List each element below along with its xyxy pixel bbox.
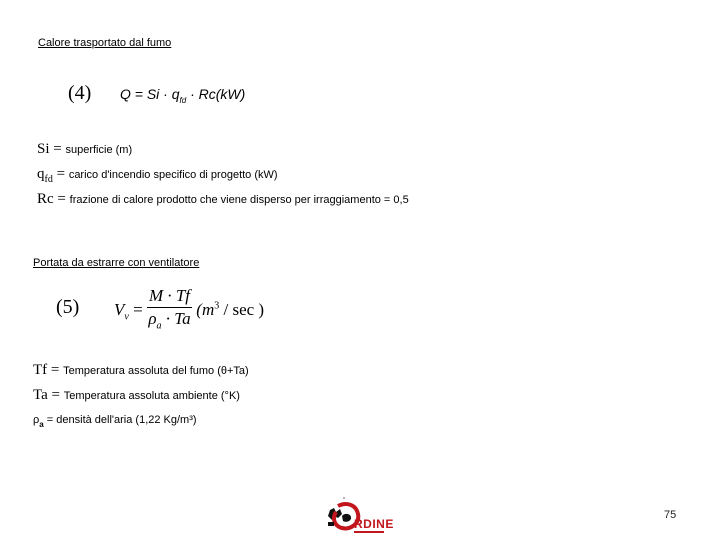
heat-formula (120, 86, 245, 105)
formula-units-open: (m (196, 300, 215, 320)
definition-sub: fd (44, 174, 53, 186)
formula-units-close: / sec ) (219, 300, 265, 320)
formula-equals: = (133, 300, 143, 320)
definition-text: densità dell'aria (1,22 Kg/m³) (56, 414, 197, 426)
section1-heading: Calore trasportato dal fumo (38, 37, 172, 49)
formula-lhs-var: V (114, 300, 125, 320)
definition-row (33, 386, 240, 404)
definition-symbol: ρ (33, 414, 40, 426)
definition-row (37, 165, 278, 185)
formula-numerator: M · Tf (147, 286, 192, 308)
formula-lhs: Q = Si · q (120, 86, 180, 102)
denominator-var: ρ (148, 309, 157, 328)
definition-equals: = (49, 141, 66, 157)
definition-row (37, 190, 409, 208)
definition-symbol: Ta (33, 387, 48, 403)
logo-text: RDINE (354, 517, 394, 531)
definition-equals: = (53, 191, 70, 207)
equation-number-4: (4) (68, 82, 92, 104)
denominator-rest: · Ta (161, 309, 191, 328)
ordine-logo (324, 496, 394, 536)
definition-symbol: Si (37, 141, 50, 157)
definition-text: frazione di calore prodotto che viene disperso per irraggiamento = 0,5 (69, 194, 409, 206)
definition-equals: = (52, 166, 69, 182)
definition-symbol: Rc (37, 191, 54, 207)
definition-text: Temperatura assoluta ambiente (°K) (63, 390, 240, 402)
definition-row (33, 361, 249, 379)
equation-number-5: (5) (56, 296, 80, 318)
definition-row (33, 410, 197, 429)
definition-equals: = (47, 362, 64, 378)
definition-equals: = (47, 387, 64, 403)
formula-lhs-sub: v (124, 311, 129, 323)
definition-text: carico d'incendio specifico di progetto (kW) (68, 169, 278, 181)
denominator-sub: a (156, 320, 162, 332)
logo-underline (354, 531, 384, 533)
definition-symbol: Tf (33, 362, 48, 378)
definition-text: superficie (m) (65, 144, 133, 156)
page-number: 75 (664, 509, 677, 521)
formula-fraction (147, 286, 192, 336)
formula-denominator (147, 308, 192, 336)
definition-equals: = (43, 414, 57, 426)
formula-rhs: · Rc(kW) (186, 86, 246, 102)
definition-symbol: q (37, 166, 45, 182)
flow-formula (114, 286, 264, 336)
formula-units-sup: 3 (214, 300, 220, 312)
definition-text: Temperatura assoluta del fumo (θ+Ta) (63, 365, 249, 377)
definition-row (37, 140, 132, 158)
section2-heading: Portata da estrarre con ventilatore (33, 257, 200, 269)
definition-sub: a (39, 420, 44, 430)
formula-sub: fd (179, 95, 187, 105)
